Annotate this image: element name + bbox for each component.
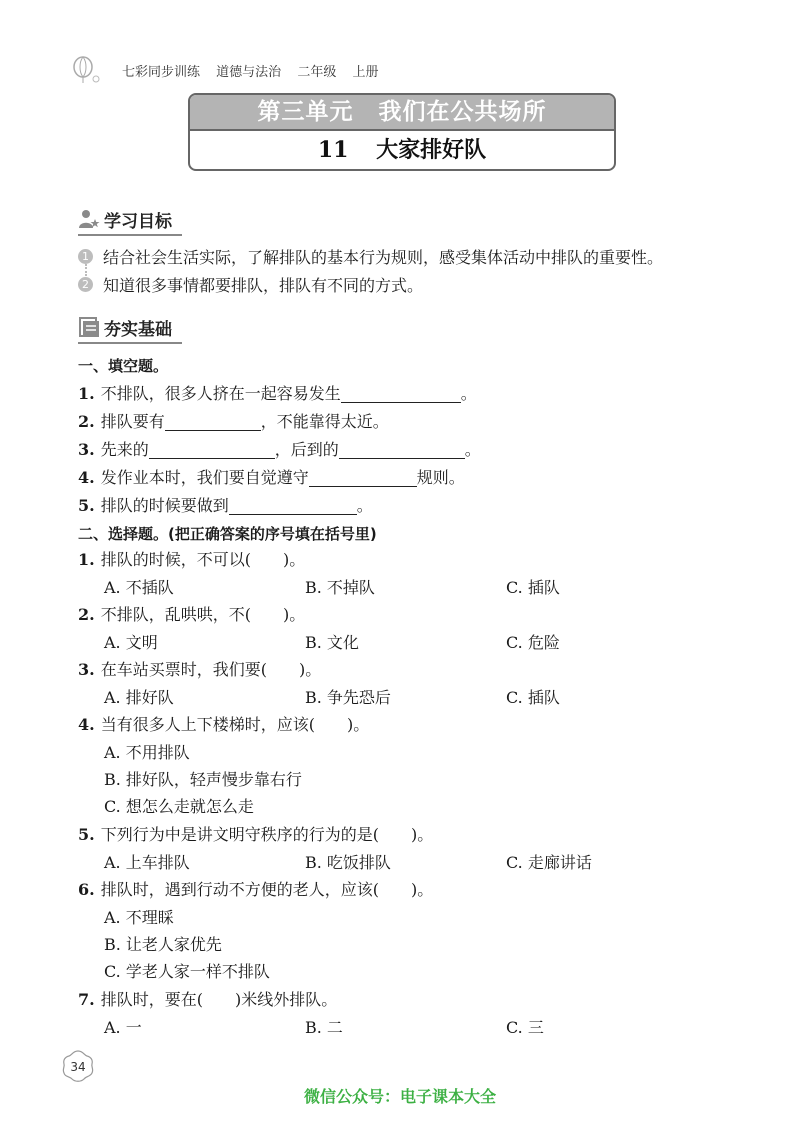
- goals-underline: [78, 234, 182, 236]
- header-text: [122, 61, 390, 80]
- question-number: 4.: [78, 468, 95, 487]
- option-b[interactable]: B. 让老人家优先: [104, 935, 222, 954]
- unit-title: [190, 95, 614, 131]
- question-text: ，后到的: [274, 440, 339, 459]
- basics-underline: [78, 342, 182, 344]
- question-text: 。: [464, 440, 481, 459]
- choice-question: [78, 713, 369, 737]
- fill-question: [78, 438, 481, 462]
- answer-blank[interactable]: [339, 440, 465, 459]
- fill-question: [78, 494, 373, 518]
- fill-question: [78, 466, 465, 490]
- option-a[interactable]: A. 上车排队: [104, 853, 190, 872]
- question-text: 下列行为中是讲文明守秩序的行为的是( )。: [100, 825, 434, 844]
- question-number: 2.: [78, 605, 95, 624]
- choice-question: [78, 823, 433, 847]
- question-text: 排队的时候，不可以( )。: [100, 550, 306, 569]
- option-c[interactable]: C. 想怎么走就怎么走: [104, 797, 254, 816]
- question-text: 当有很多人上下楼梯时，应该( )。: [100, 715, 370, 734]
- answer-blank[interactable]: [165, 412, 261, 431]
- header-subject: 道德与法治: [216, 65, 282, 80]
- question-text: 。: [460, 384, 477, 403]
- option-a[interactable]: A. 不用排队: [104, 743, 190, 762]
- question-text: ，不能靠得太近。: [260, 412, 389, 431]
- question-number: 2.: [78, 412, 95, 431]
- choice-question: [78, 878, 433, 902]
- choice-section-title: 二、选择题。(把正确答案的序号填在括号里): [78, 525, 377, 543]
- lesson-number: 11: [317, 137, 349, 163]
- option-c[interactable]: C. 学老人家一样不排队: [104, 962, 270, 981]
- notebook-icon: [78, 316, 100, 338]
- goal-text: 结合社会生活实际，了解排队的基本行为规则，感受集体活动中排队的重要性。: [103, 247, 664, 267]
- fill-question: [78, 382, 477, 406]
- choice-question: [78, 603, 305, 627]
- option-a[interactable]: A. 文明: [104, 633, 158, 652]
- title-box: [188, 93, 616, 171]
- option-b[interactable]: B. 文化: [305, 633, 359, 652]
- question-text: 发作业本时，我们要自觉遵守: [100, 468, 309, 487]
- page-header: [70, 56, 470, 84]
- answer-blank[interactable]: [309, 468, 417, 487]
- option-b[interactable]: B. 二: [305, 1018, 343, 1037]
- basics-label: 夯实基础: [104, 319, 172, 340]
- goal-number: 1: [78, 249, 93, 264]
- header-grade: 二年级: [297, 65, 337, 80]
- learner-icon: [78, 208, 100, 230]
- option-c[interactable]: C. 危险: [506, 633, 560, 652]
- question-number: 3.: [78, 440, 95, 459]
- option-a[interactable]: A. 一: [104, 1018, 142, 1037]
- option-b[interactable]: B. 争先恐后: [305, 688, 391, 707]
- header-volume: 上册: [352, 65, 379, 80]
- question-text: 规则。: [416, 468, 465, 487]
- question-number: 5.: [78, 825, 95, 844]
- question-number: 7.: [78, 990, 95, 1009]
- question-text: 。: [356, 496, 373, 515]
- option-b[interactable]: B. 排好队，轻声慢步靠右行: [104, 770, 302, 789]
- question-text: 排队要有: [100, 412, 165, 431]
- option-a[interactable]: A. 排好队: [104, 688, 174, 707]
- page-number-badge: [60, 1048, 96, 1084]
- question-text: 不排队，很多人挤在一起容易发生: [100, 384, 341, 403]
- question-text: 排队的时候要做到: [100, 496, 229, 515]
- question-text: 先来的: [100, 440, 149, 459]
- question-number: 5.: [78, 496, 95, 515]
- goal-number: 2: [78, 277, 93, 292]
- page-number: 34: [70, 1060, 86, 1074]
- question-text: 排队时，遇到行动不方便的老人，应该( )。: [100, 880, 434, 899]
- balloon-icon: [70, 56, 102, 84]
- option-b[interactable]: B. 吃饭排队: [305, 853, 391, 872]
- option-b[interactable]: B. 不掉队: [305, 578, 375, 597]
- unit-name: 我们在公共场所: [378, 98, 547, 125]
- fill-section-title: 一、填空题。: [78, 357, 169, 375]
- option-c[interactable]: C. 三: [506, 1018, 544, 1037]
- question-text: 在车站买票时，我们要( )。: [100, 660, 322, 679]
- choice-question: [78, 548, 305, 572]
- question-number: 3.: [78, 660, 95, 679]
- question-number: 1.: [78, 550, 95, 569]
- unit-label: 第三单元: [257, 98, 354, 125]
- basics-section-heading: [78, 314, 172, 340]
- option-a[interactable]: A. 不插队: [104, 578, 174, 597]
- answer-blank[interactable]: [229, 496, 357, 515]
- question-number: 6.: [78, 880, 95, 899]
- question-number: 4.: [78, 715, 95, 734]
- header-series: 七彩同步训练: [122, 65, 201, 80]
- goal-item: [78, 244, 663, 268]
- goal-text: 知道很多事情都要排队，排队有不同的方式。: [103, 275, 424, 295]
- question-number: 1.: [78, 384, 95, 403]
- goal-item: [78, 272, 423, 296]
- fill-question: [78, 410, 389, 434]
- question-text: 不排队，乱哄哄，不( )。: [100, 605, 306, 624]
- lesson-title: [190, 131, 614, 169]
- question-text: 排队时，要在( )米线外排队。: [100, 990, 338, 1009]
- option-c[interactable]: C. 插队: [506, 578, 560, 597]
- footer-note: 微信公众号：电子课本大全: [303, 1087, 496, 1106]
- answer-blank[interactable]: [341, 384, 461, 403]
- choice-question: [78, 658, 321, 682]
- choice-question: [78, 988, 337, 1012]
- lesson-name: 大家排好队: [376, 137, 487, 163]
- goals-section-heading: [78, 206, 172, 232]
- option-c[interactable]: C. 走廊讲话: [506, 853, 592, 872]
- goals-label: 学习目标: [104, 211, 172, 232]
- option-c[interactable]: C. 插队: [506, 688, 560, 707]
- option-a[interactable]: A. 不理睬: [104, 908, 174, 927]
- answer-blank[interactable]: [149, 440, 275, 459]
